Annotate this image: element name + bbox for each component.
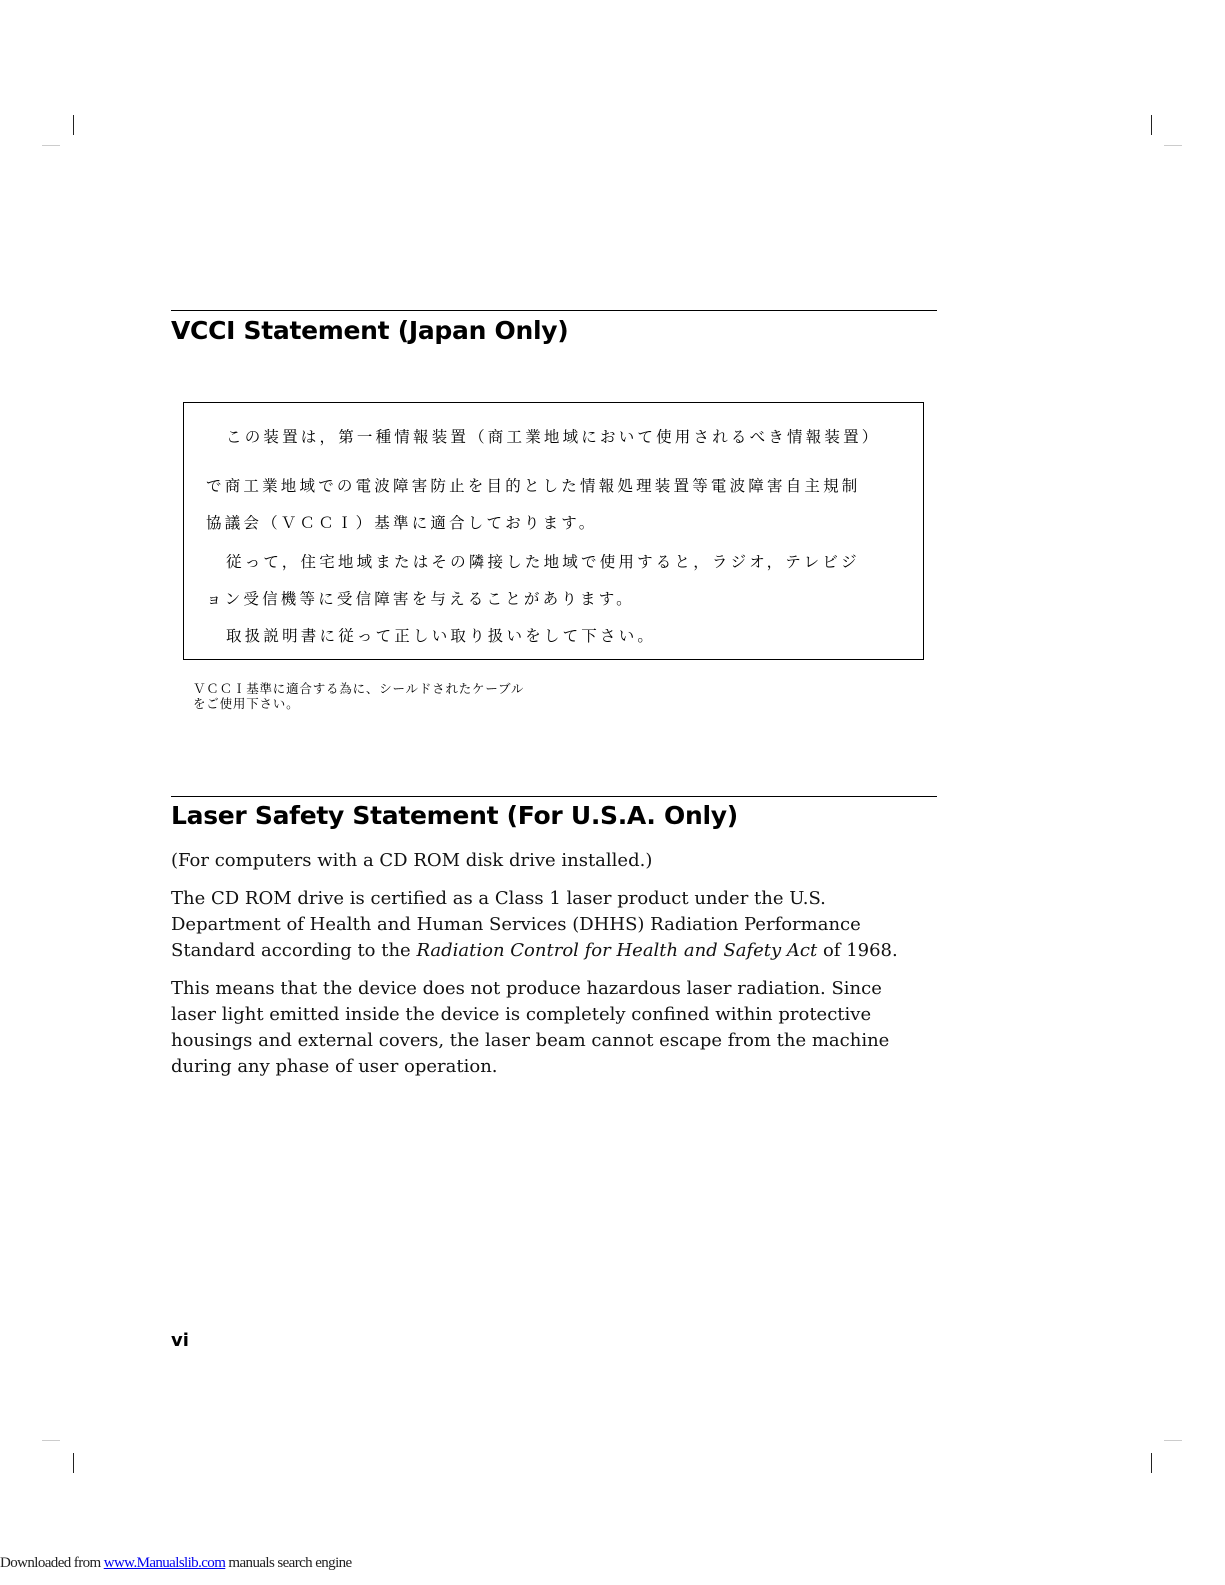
section-rule <box>171 310 937 311</box>
paragraph-line: during any phase of user operation. <box>171 1056 498 1077</box>
page-number: vi <box>171 1330 189 1351</box>
laser-paragraph-1 <box>171 886 951 964</box>
text-run: of 1968. <box>817 940 898 961</box>
crop-mark <box>73 115 74 135</box>
crop-mark <box>42 1440 60 1441</box>
crop-mark <box>73 1453 74 1473</box>
crop-mark <box>1151 1453 1152 1473</box>
vcci-box-line: 取扱説明書に従って正しい取り扱いをして下さい。 <box>226 627 657 645</box>
laser-heading: Laser Safety Statement (For U.S.A. Only) <box>171 801 738 830</box>
vcci-box-line: この装置は，第一種情報装置（商工業地域において使用されるべき情報装置） <box>226 428 881 446</box>
laser-paragraph-2 <box>171 976 951 1080</box>
crop-mark <box>1164 145 1182 146</box>
vcci-box-line: 協議会（ＶＣＣＩ）基準に適合しております。 <box>206 514 598 532</box>
section-rule <box>171 796 937 797</box>
laser-intro: (For computers with a CD ROM disk drive installed.) <box>171 850 653 871</box>
crop-mark <box>1151 115 1152 135</box>
vcci-cable-note <box>193 681 524 711</box>
paragraph-line: This means that the device does not produce hazardous laser radiation. Since <box>171 978 882 999</box>
paragraph-line: Department of Health and Human Services (DHHS) Radiation Performance <box>171 914 861 935</box>
vcci-heading: VCCI Statement (Japan Only) <box>171 316 569 345</box>
paragraph-line: housings and external covers, the laser beam cannot escape from the machine <box>171 1030 890 1051</box>
vcci-box-line: 従って，住宅地域またはその隣接した地域で使用すると，ラジオ，テレビジ <box>226 553 860 571</box>
vcci-note-line: ＶＣＣＩ基準に適合する為に、シールドされたケーブル <box>193 681 525 696</box>
vcci-note-line: をご使用下さい。 <box>193 696 300 711</box>
text-run: Standard according to the <box>171 940 417 961</box>
paragraph-line: The CD ROM drive is certified as a Class 1 laser product under the U.S. <box>171 888 826 909</box>
download-footer <box>0 1555 352 1572</box>
vcci-statement-box <box>183 402 924 660</box>
manualslib-link[interactable]: www.Manualslib.com <box>103 1555 226 1571</box>
paragraph-line <box>171 938 951 964</box>
act-title: Radiation Control for Health and Safety Act <box>416 940 818 961</box>
paragraph-line: laser light emitted inside the device is completely confined within protective <box>171 1004 872 1025</box>
crop-mark <box>42 145 60 146</box>
crop-mark <box>1164 1440 1182 1441</box>
footer-suffix: manuals search engine <box>225 1555 352 1571</box>
vcci-box-line: で商工業地域での電波障害防止を目的とした情報処理装置等電波障害自主規制 <box>206 477 861 495</box>
footer-prefix: Downloaded from <box>0 1555 104 1571</box>
vcci-box-line: ョン受信機等に受信障害を与えることがあります。 <box>206 590 635 608</box>
